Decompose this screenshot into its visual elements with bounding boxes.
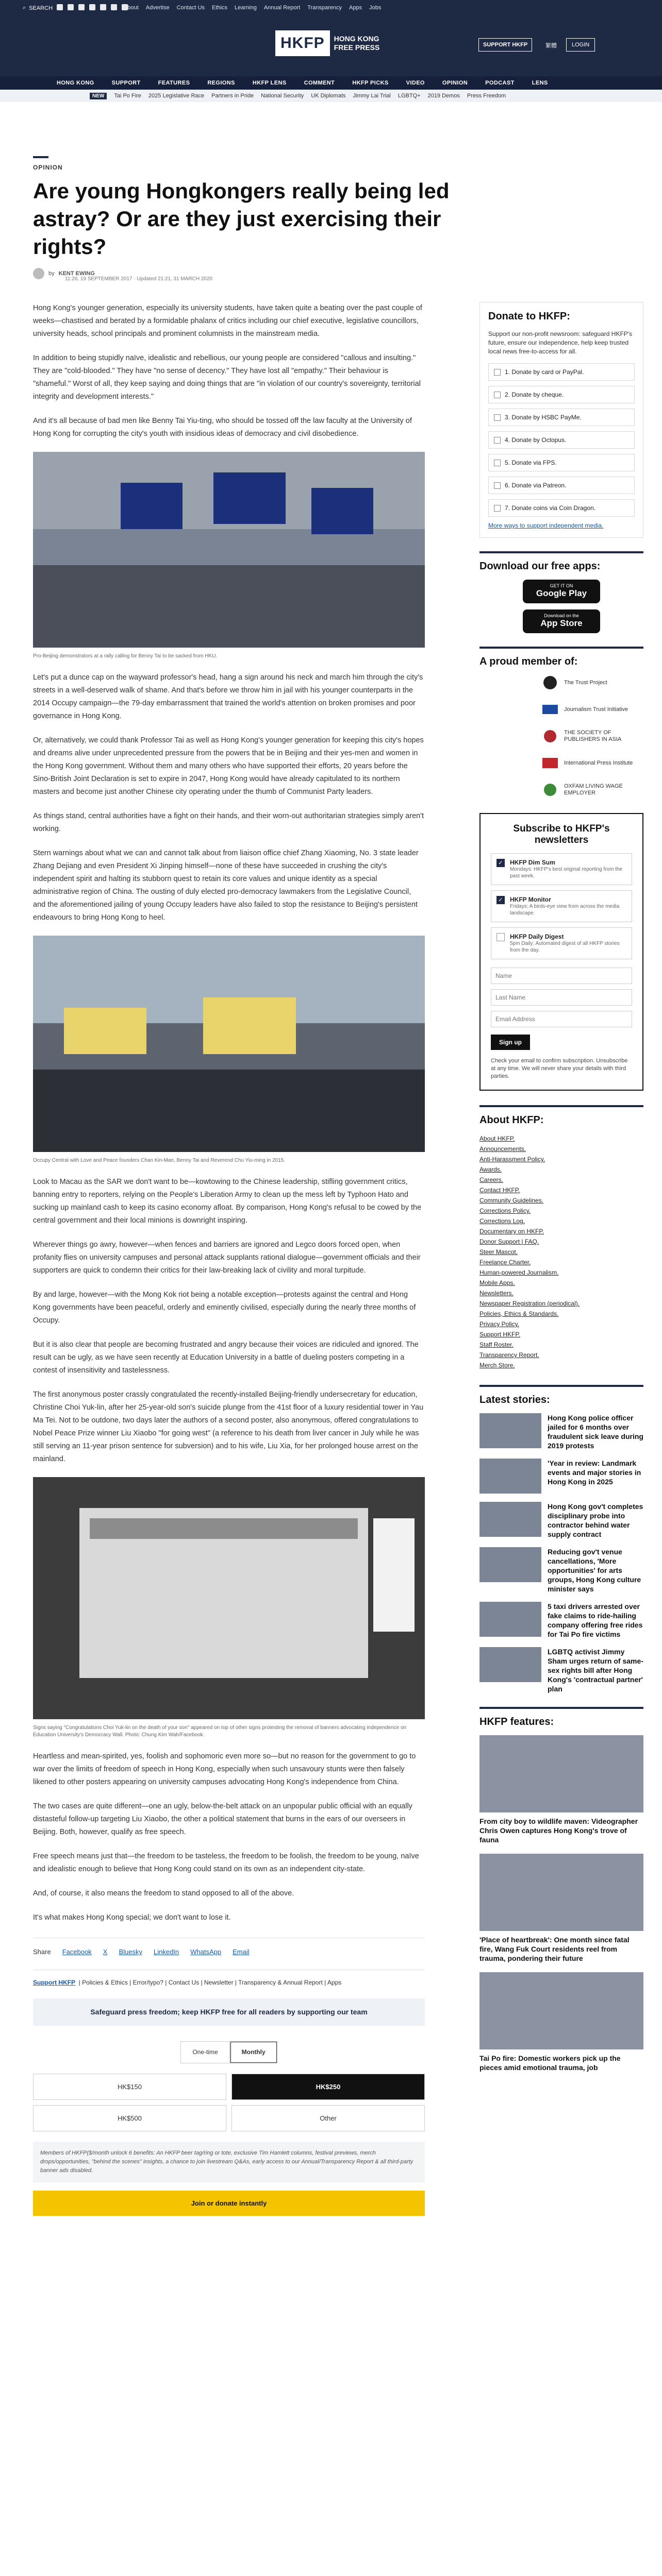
linkedin-icon[interactable] bbox=[111, 4, 117, 10]
option-label: 3. Donate by HSBC PayMe. bbox=[505, 414, 582, 421]
nav-hkfp-picks[interactable]: HKFP PICKS bbox=[352, 80, 389, 86]
story-headline[interactable]: LGBTQ activist Jimmy Sham urges return of same-sex rights bill after Hong Kong's 'contractual partner' plan bbox=[548, 1648, 643, 1693]
top-utility-bar bbox=[0, 0, 662, 15]
checkbox-icon bbox=[494, 460, 501, 466]
paragraph: Free speech means just that—the freedom to be tasteless, the freedom to be foolish, the freedom to be young, naïve and idealistic enough to believe that Hong Kong could stand on its own as an independent city-state. bbox=[33, 1852, 419, 1873]
topbar-link-learning[interactable]: Learning bbox=[235, 5, 257, 11]
option-label: 1. Donate by card or PayPal. bbox=[505, 368, 584, 376]
paragraph: Look to Macau as the SAR we don't want to be—kowtowing to the Chinese leadership, stifling government critics, banning entry to reporters, relying on the People's Liberation Army to clean up the mess left by Typhoon Hato and sucking up mainland cash to keep its casino economy afloat. By comparison, Hong Kong's refusal to be cowed by the central government and their local minions is downright inspiring. bbox=[33, 1178, 422, 1225]
article-photo-occupy bbox=[33, 936, 425, 1152]
jti-logo bbox=[541, 702, 559, 717]
checkbox-icon bbox=[494, 437, 501, 444]
nav-comment[interactable]: COMMENT bbox=[304, 80, 335, 86]
member-label: International Press Institute bbox=[564, 759, 633, 766]
feature-story[interactable] bbox=[479, 1735, 643, 1844]
about-link[interactable]: Corrections Policy. bbox=[479, 1207, 531, 1214]
first-name-input[interactable] bbox=[491, 968, 632, 984]
rally-photo-illustration bbox=[33, 452, 425, 648]
topbar-link-apps[interactable]: Apps bbox=[349, 5, 362, 11]
about-link[interactable]: Careers. bbox=[479, 1176, 504, 1183]
newsletter-monitor[interactable] bbox=[491, 890, 632, 922]
checkbox-icon bbox=[494, 414, 501, 421]
paragraph: The two cases are quite different—one an ugly, below-the-belt attack on an unpopular public official with an equally distasteful follow-up targeting Liu Xiaobo, the other a political statement that burns in the ears of our overseers in Beijing. Both, however, qualify as free speech. bbox=[33, 1802, 412, 1836]
kicker-rule bbox=[33, 156, 48, 158]
about-link[interactable]: Transparency Report. bbox=[479, 1351, 539, 1359]
paragraph: And, of course, it also means the freedom to stand opposed to all of the above. bbox=[33, 1889, 294, 1897]
share-label: Share bbox=[33, 1948, 51, 1956]
checkbox-checked-icon[interactable]: ✓ bbox=[496, 859, 505, 867]
nav-regions[interactable]: REGIONS bbox=[207, 80, 235, 86]
features-title: HKFP features: bbox=[479, 1707, 643, 1728]
about-link[interactable]: Privacy Policy. bbox=[479, 1320, 520, 1328]
paragraph: The first anonymous poster crassly congratulated the recently-installed Beijing-friendly undersecretary for education, Christine Choi Yuk-lin, after her 25-year-old son's suicide plunge from the 41st floor of a luxury residential tower in Yau Ma Tei. Not to be outdone, two days later the authors of a second poster, also anonymous, offered congratulations to Nobel Peace Prize winner Liu Xiaobo "for going west" (a reference to his death from liver cancer in July while he was still serving an 11-year prison sentence for subversion) and to his wife, Liu Xia, for her prolonged house arrest on the mainland. bbox=[33, 1391, 424, 1463]
donate-title: Donate to HKFP: bbox=[488, 311, 570, 322]
nav-support[interactable]: SUPPORT bbox=[111, 80, 141, 86]
youtube-icon[interactable] bbox=[89, 4, 95, 10]
trending-uk-diplomats[interactable]: UK Diplomats bbox=[311, 93, 346, 99]
donate-banner[interactable]: Safeguard press freedom; keep HKFP free for all readers by supporting our team bbox=[33, 1998, 425, 2026]
donate-option-coin-dragon[interactable] bbox=[488, 499, 635, 517]
member-label: The Trust Project bbox=[564, 679, 607, 686]
member-sopa[interactable] bbox=[541, 728, 643, 744]
latest-story[interactable] bbox=[479, 1647, 643, 1693]
instagram-icon[interactable] bbox=[78, 4, 85, 10]
latest-story[interactable] bbox=[479, 1502, 643, 1539]
publish-dates: 11:26, 19 SEPTEMBER 2017 · Updated 21:21, 31 MARCH 2020 bbox=[65, 276, 213, 282]
badge-small-text: Download on the bbox=[544, 613, 579, 618]
trust-project-logo bbox=[541, 675, 559, 690]
sidebar bbox=[479, 302, 643, 2081]
share-facebook[interactable]: Facebook bbox=[62, 1948, 92, 1956]
topbar-link-advertise[interactable]: Advertise bbox=[145, 5, 170, 11]
newsletter-dim-sum[interactable] bbox=[491, 853, 632, 885]
support-links: Support HKFP | Policies & Ethics | Error/typo? | Contact Us | Newsletter | Transparency & Annual Report | Apps bbox=[33, 1970, 425, 1989]
nav-lens[interactable]: LENS bbox=[532, 80, 548, 86]
feature-image[interactable] bbox=[479, 1735, 643, 1812]
app-store-badge[interactable] bbox=[523, 609, 600, 633]
donation-frequency bbox=[33, 2041, 425, 2063]
member-oxfam[interactable] bbox=[541, 782, 643, 798]
donate-intro[interactable]: Support our non-profit newsroom: safeguard HKFP's future, ensure our independence, help keep trusted local news free-to-access for all. bbox=[488, 330, 633, 355]
nav-features[interactable]: FEATURES bbox=[158, 80, 190, 86]
share-whatsapp[interactable]: WhatsApp bbox=[190, 1948, 222, 1956]
photo-caption: Pro-Beijing demonstrators at a rally calling for Benny Tai to be sacked from HKU. bbox=[33, 653, 218, 659]
member-trust-project[interactable] bbox=[541, 675, 643, 690]
facebook-icon[interactable] bbox=[57, 4, 63, 10]
checkbox-icon bbox=[494, 392, 501, 398]
about-link[interactable]: Newspaper Registration (periodical). bbox=[479, 1300, 580, 1307]
nav-hkfp-lens[interactable]: HKFP LENS bbox=[252, 80, 287, 86]
share-linkedin[interactable]: LinkedIn bbox=[154, 1948, 179, 1956]
member-label: Journalism Trust Initiative bbox=[564, 706, 628, 713]
share-email[interactable]: Email bbox=[233, 1948, 250, 1956]
newsletter-desc: Mondays: HKFP's best original reporting from the past week. bbox=[510, 867, 623, 879]
nav-hong-kong[interactable]: HONG KONG bbox=[57, 80, 94, 86]
article-photo-democracy-wall bbox=[33, 1477, 425, 1719]
telegram-icon[interactable] bbox=[100, 4, 106, 10]
about-link[interactable]: Documentary on HKFP. bbox=[479, 1228, 544, 1235]
paragraph: And it's all because of bad men like Benny Tai Yiu-ting, who should be tossed off the law faculty at the University of Hong Kong for corrupting the city's youth with insidious ideas of democracy and civil disobedience. bbox=[33, 417, 412, 438]
about-link[interactable]: Newsletters. bbox=[479, 1290, 514, 1297]
feature-image[interactable] bbox=[479, 1854, 643, 1931]
google-play-badge[interactable] bbox=[523, 580, 600, 603]
feature-headline[interactable]: From city boy to wildlife maven: Videographer Chris Owen captures Hong Kong's trove of fauna bbox=[479, 1817, 638, 1844]
trending-national-security[interactable]: National Security bbox=[261, 93, 304, 99]
share-x[interactable]: X bbox=[103, 1948, 108, 1956]
paragraph: Heartless and mean-spirited, yes, foolish and sophomoric even more so—but no reason for the government to go to war over the limits of freedom of speech in Hong Kong, especially when such unsavoury stunts were then falsely likened to other posters appearing on university campuses advocating Hong Kong's independence from China. bbox=[33, 1752, 416, 1786]
newsletter-name: HKFP Daily Digest bbox=[510, 933, 564, 940]
photo-caption: Signs saying "Congratulations Choi Yuk-lin on the death of your son" appeared on top of other signs protesting the removal of banners advocating independence on Education University's Democracy Wall. Photo: Chung Kim Wah/Facebook. bbox=[33, 1725, 407, 1738]
donate-option-payme[interactable] bbox=[488, 409, 635, 426]
story-headline[interactable]: Hong Kong police officer jailed for 6 months over fraudulent sick leave during 2019 protests bbox=[548, 1414, 643, 1450]
sopa-logo bbox=[541, 728, 559, 744]
newsletter-signup bbox=[479, 813, 643, 1091]
story-thumbnail[interactable] bbox=[479, 1547, 541, 1582]
nav-video[interactable]: VIDEO bbox=[406, 80, 425, 86]
story-thumbnail[interactable] bbox=[479, 1459, 541, 1494]
story-headline[interactable]: Reducing gov't venue cancellations, 'More opportunities' for arts groups, Hong Kong culture minister says bbox=[548, 1548, 641, 1593]
member-label: THE SOCIETY OF PUBLISHERS IN ASIA bbox=[564, 730, 622, 742]
option-label: 5. Donate via FPS. bbox=[505, 459, 557, 466]
member-jti[interactable] bbox=[541, 702, 643, 717]
trending-press-freedom[interactable]: Press Freedom bbox=[467, 93, 506, 99]
newsletter-name: HKFP Monitor bbox=[510, 896, 551, 903]
topbar-link-transparency[interactable]: Transparency bbox=[307, 5, 342, 11]
more-ways-link[interactable]: More ways to support independent media. bbox=[488, 522, 604, 529]
checkbox-icon[interactable] bbox=[496, 933, 505, 941]
feature-headline[interactable]: Tai Po fire: Domestic workers pick up the pieces amid emotional trauma, job bbox=[479, 2054, 621, 2072]
checkbox-icon bbox=[494, 505, 501, 512]
about-link[interactable]: Policies, Ethics & Standards. bbox=[479, 1310, 559, 1317]
language-toggle[interactable]: 繁體 bbox=[545, 43, 557, 49]
logo-mark: HKFP bbox=[275, 30, 330, 56]
logo-line-2: FREE PRESS bbox=[334, 43, 380, 52]
article-title: Are young Hongkongers really being led astray? Or are they just exercising their rights? bbox=[33, 179, 450, 259]
member-ipi[interactable] bbox=[541, 755, 643, 771]
story-thumbnail[interactable] bbox=[479, 1602, 541, 1637]
about-link[interactable]: Awards. bbox=[479, 1166, 502, 1173]
latest-title: Latest stories: bbox=[479, 1385, 643, 1406]
about-link[interactable]: Contact HKFP. bbox=[479, 1187, 520, 1194]
trending-bar bbox=[0, 90, 662, 102]
badge-small-text: GET IT ON bbox=[550, 583, 573, 588]
about-link[interactable]: Support HKFP. bbox=[479, 1331, 521, 1338]
article-body bbox=[33, 302, 425, 2216]
story-headline[interactable]: Hong Kong gov't completes disciplinary probe into contractor behind water supply contract bbox=[548, 1502, 643, 1538]
about-link[interactable]: Donor Support | FAQ. bbox=[479, 1238, 539, 1245]
occupy-photo-illustration bbox=[33, 936, 425, 1152]
author-prefix: by bbox=[48, 270, 55, 277]
topbar-link-ethics[interactable]: Ethics bbox=[212, 5, 227, 11]
about-link[interactable]: About HKFP. bbox=[479, 1135, 515, 1142]
nav-podcast[interactable]: PODCAST bbox=[485, 80, 515, 86]
social-icons bbox=[57, 4, 128, 10]
about-title: About HKFP: bbox=[479, 1105, 643, 1126]
author-avatar bbox=[33, 268, 44, 279]
about-link[interactable]: Freelance Charter. bbox=[479, 1259, 531, 1266]
membership-benefits: Members of HKFP($/month unlock 6 benefits: An HKFP beer tag/ring or tote, exclusive Tim Hamlett columns, festival previews, merch drops/opportunities, "behind the scenes" insights, a chance to join livestream Q&As, early access to our Annual/Transparency Report & all third-party banner ads disabled. bbox=[33, 2142, 425, 2182]
article-category[interactable]: OPINION bbox=[33, 164, 63, 171]
topbar-link-about[interactable]: About bbox=[124, 5, 139, 11]
paragraph: Stern warnings about what we can and cannot talk about from liaison office chief Zhang Xiaoming, No. 3 state leader Zhang Dejiang and even President Xi Jinping himself—none of these have succeeded in crushing the city's independent spirit and halting its stubborn quest to retain its core values and unique identity as a special administrative region of China. The ousting of duly elected pro-democracy lawmakers from the Legislative Council, and the aforementioned jailing of young Occupy leaders have also failed to stop the resistance to Beijing's persistent endeavours to bring Hong Kong to heel. bbox=[33, 849, 419, 922]
option-label: 2. Donate by cheque. bbox=[505, 391, 564, 398]
about-links bbox=[479, 1133, 643, 1370]
signup-button[interactable]: Sign up bbox=[491, 1035, 530, 1050]
paragraph: As things stand, central authorities have a fight on their hands, and their worn-out authoritarian strategies simply aren't working. bbox=[33, 812, 424, 833]
apps-title: Download our free apps: bbox=[479, 551, 643, 572]
donate-option-fps[interactable] bbox=[488, 454, 635, 471]
trending-jimmy-lai[interactable]: Jimmy Lai Trial bbox=[353, 93, 391, 99]
newsletter-name: HKFP Dim Sum bbox=[510, 859, 555, 866]
about-link[interactable]: Corrections Log. bbox=[479, 1217, 525, 1225]
paragraph: By and large, however—with the Mong Kok riot being a notable exception—protests against the central and Hong Kong governments have been peaceful, orderly and eminently civilised, especially during the nearly three months of Occupy. bbox=[33, 1291, 416, 1325]
paragraph: Hong Kong's younger generation, especially its university students, have taken quite a beating over the past couple of weeks—chastised and berated by a formidable phalanx of critics including our chief executive, legislative councillors, university heads, school principals and prominent columnists in the mainstream media. bbox=[33, 304, 422, 338]
nav-opinion[interactable]: OPINION bbox=[442, 80, 468, 86]
about-link[interactable]: Announcements. bbox=[479, 1145, 526, 1153]
support-hkfp-link[interactable]: Support HKFP bbox=[33, 1979, 75, 1986]
latest-story[interactable] bbox=[479, 1602, 643, 1639]
share-bar bbox=[33, 1938, 425, 1958]
paragraph: Let's put a dunce cap on the wayward professor's head, hang a sign around his neck and march him through the city's streets in a well-deserved walk of shame. And that's before we throw him in jail with his younger counterparts in the 2014 Occupy campaign—the 79-day embarrassment that trained the world's attention on broken promises and poor governance in Hong Kong. bbox=[33, 673, 423, 720]
feature-story[interactable] bbox=[479, 1854, 643, 1963]
topbar-link-contact[interactable]: Contact Us bbox=[176, 5, 205, 11]
newsletter-title: Subscribe to HKFP's newsletters bbox=[513, 823, 610, 845]
badge-big-text: Google Play bbox=[536, 588, 587, 598]
newsletter-note: Check your email to confirm subscription. Unsubscribe at any time. We will never share your details with third parties. bbox=[491, 1058, 628, 1079]
story-thumbnail[interactable] bbox=[479, 1502, 541, 1537]
amount-250[interactable]: HK$250 bbox=[231, 2074, 425, 2100]
about-link[interactable]: Merch Store. bbox=[479, 1362, 515, 1369]
login-button[interactable]: LOGIN bbox=[566, 38, 595, 52]
join-donate-button[interactable]: Join or donate instantly bbox=[33, 2191, 425, 2216]
about-link[interactable]: Human-powered Journalism. bbox=[479, 1269, 559, 1276]
site-header bbox=[0, 15, 662, 76]
main-nav bbox=[0, 76, 662, 90]
trending-tai-po-fire[interactable]: Tai Po Fire bbox=[114, 93, 141, 99]
badge-big-text: App Store bbox=[540, 618, 583, 628]
latest-story[interactable] bbox=[479, 1413, 643, 1450]
paragraph: It's what makes Hong Kong special; we don't want to lose it. bbox=[33, 1913, 231, 1922]
new-badge: NEW bbox=[90, 93, 107, 99]
search-icon[interactable]: ⌕ bbox=[23, 5, 26, 11]
latest-story[interactable] bbox=[479, 1547, 643, 1594]
about-link[interactable]: Anti-Harassment Policy. bbox=[479, 1156, 545, 1163]
about-link[interactable]: Steer Mascot. bbox=[479, 1248, 518, 1256]
checkbox-icon bbox=[494, 482, 501, 489]
about-link[interactable]: Staff Roster. bbox=[479, 1341, 514, 1348]
trending-legco-race[interactable]: 2025 Legislative Race bbox=[148, 93, 205, 99]
latest-story[interactable] bbox=[479, 1459, 643, 1494]
paragraph: But it is also clear that people are becoming frustrated and angry because their voices are ridiculed and ignored. The result can be ugly, as we have seen recently at Education University in a battle of dueling posters competing in a contest of insensitivity and tastelessness. bbox=[33, 1341, 419, 1375]
feature-stories bbox=[479, 1735, 643, 2072]
topbar-link-jobs[interactable]: Jobs bbox=[369, 5, 382, 11]
topbar-link-annual-report[interactable]: Annual Report bbox=[263, 5, 301, 11]
amount-500[interactable]: HK$500 bbox=[33, 2105, 226, 2131]
author-name[interactable]: KENT EWING bbox=[58, 270, 95, 277]
option-label: 7. Donate coins via Coin Dragon. bbox=[505, 504, 596, 512]
democracy-wall-photo-illustration bbox=[33, 1477, 425, 1719]
newsletter-desc: Fridays: A birds-eye view from across the media landscape. bbox=[510, 904, 620, 916]
donate-option-card[interactable] bbox=[488, 363, 635, 381]
donate-option-octopus[interactable] bbox=[488, 431, 635, 449]
trending-lgbtq[interactable]: LGBTQ+ bbox=[398, 93, 421, 99]
checkbox-checked-icon[interactable]: ✓ bbox=[496, 896, 505, 904]
logo-line-1: HONG KONG bbox=[334, 35, 379, 43]
about-link[interactable]: Mobile Apps. bbox=[479, 1279, 515, 1286]
member-title: A proud member of: bbox=[479, 647, 643, 668]
story-headline[interactable]: 'Year in review: Landmark events and major stories in Hong Kong in 2025 bbox=[548, 1459, 641, 1486]
article-photo-rally bbox=[33, 452, 425, 648]
trending-partners-pride[interactable]: Partners in Pride bbox=[211, 93, 254, 99]
story-thumbnail[interactable] bbox=[479, 1413, 541, 1448]
feature-story[interactable] bbox=[479, 1972, 643, 2072]
newsletter-desc: 5pm Daily: Automated digest of all HKFP stories from the day. bbox=[510, 941, 620, 953]
amount-other[interactable]: Other bbox=[231, 2105, 425, 2131]
donation-amounts bbox=[33, 2074, 425, 2131]
newsletter-daily-digest[interactable] bbox=[491, 927, 632, 959]
about-link[interactable]: Community Guidelines. bbox=[479, 1197, 544, 1204]
paragraph: Or, alternatively, we could thank Professor Tai as well as Hong Kong's younger generation for keeping this city's hopes and dreams alive under unprecedented pressure from the powers that be in Beijing and their yes-men and women in the Hong Kong government. Without them and many others who have supported their efforts, 20 years before the Sino-British Joint Declaration is set to expire in 2047, Hong Kong would have already capitulated to its northern masters and become just another Chinese city operating under the thumb of Communist Party leaders. bbox=[33, 736, 424, 796]
feature-image[interactable] bbox=[479, 1972, 643, 2049]
donate-widget bbox=[479, 302, 643, 538]
share-bluesky[interactable]: Bluesky bbox=[119, 1948, 142, 1956]
photo-caption: Occupy Central with Love and Peace founders Chan Kin-Man, Benny Tai and Reverend Chu Yiu-ming in 2015. bbox=[33, 1158, 285, 1163]
x-icon[interactable] bbox=[68, 4, 74, 10]
donate-option-cheque[interactable] bbox=[488, 386, 635, 403]
search-link[interactable]: SEARCH bbox=[29, 5, 53, 11]
freq-monthly[interactable]: Monthly bbox=[230, 2041, 277, 2063]
trending-2019-demos[interactable]: 2019 Demos bbox=[427, 93, 460, 99]
option-label: 4. Donate by Octopus. bbox=[505, 436, 567, 444]
paragraph: Wherever things go awry, however—when fences and barriers are ignored and Legco doors forced open, when profanity flies on university campuses and personal attack supplants rational dialogue—government officials and their supporters are quick to condemn their critics for their law-breaking lack of civility and moral turpitude. bbox=[33, 1241, 421, 1275]
checkbox-icon bbox=[494, 369, 501, 376]
oxfam-logo bbox=[541, 782, 559, 798]
paragraph: In addition to being stupidly naïve, idealistic and rebellious, our young people are considered "callous and insulting." They are "cold-blooded." They have "no sense of decency." They have lost all "empathy." Their behaviour is "shameful." Worst of all, they keep saying and doing things that are "in violation of our country's sovereignty, territorial integrity and development interests." bbox=[33, 354, 421, 401]
support-hkfp-button[interactable]: SUPPORT HKFP bbox=[478, 38, 532, 52]
support-links-text[interactable]: Policies & Ethics | Error/typo? | Contact Us | Newsletter | Transparency & Annual Report | Apps bbox=[82, 1979, 342, 1986]
email-input[interactable] bbox=[491, 1011, 632, 1027]
story-headline[interactable]: 5 taxi drivers arrested over fake claims to ride-hailing company offering free rides for Tai Po fire victims bbox=[548, 1602, 643, 1638]
amount-150[interactable]: HK$150 bbox=[33, 2074, 226, 2100]
story-thumbnail[interactable] bbox=[479, 1647, 541, 1682]
hkfp-logo[interactable] bbox=[275, 26, 379, 61]
freq-one-time[interactable]: One-time bbox=[180, 2041, 229, 2063]
last-name-input[interactable] bbox=[491, 989, 632, 1006]
donate-option-patreon[interactable] bbox=[488, 477, 635, 494]
ipi-logo bbox=[541, 755, 559, 771]
member-label: OXFAM LIVING WAGE EMPLOYER bbox=[564, 783, 623, 796]
option-label: 6. Donate via Patreon. bbox=[505, 482, 567, 489]
latest-stories bbox=[479, 1413, 643, 1693]
feature-headline[interactable]: 'Place of heartbreak': One month since fatal fire, Wang Fuk Court residents reel from trauma, pondering their future bbox=[479, 1936, 630, 1962]
